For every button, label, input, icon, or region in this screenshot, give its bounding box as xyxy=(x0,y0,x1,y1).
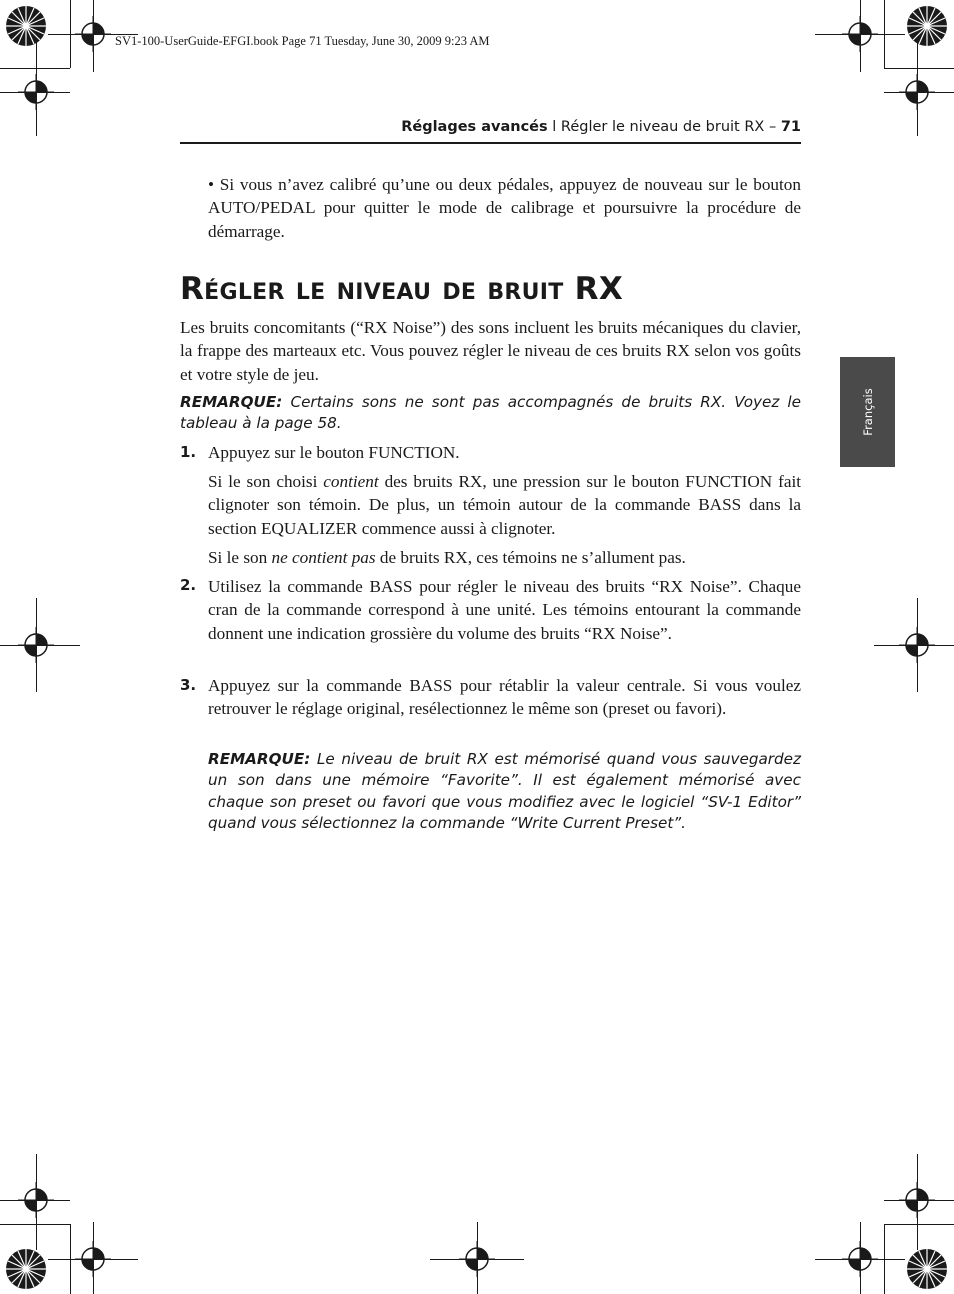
note-text: Le niveau de bruit RX est mémorisé quand vous sauvegardez un son dans une mémoire “Favorite”. Il est également mémorisé avec chaque son preset ou favori que vous modifiez avec le logiciel “SV-1 Editor” quand vous sélectionnez la commande “Write Current Preset”. xyxy=(208,750,801,833)
intro-bullet: • Si vous n’avez calibré qu’une ou deux pédales, appuyez de nouveau sur le bouton AUTO/PEDAL pour quitter le mode de calibrage et poursuivre la procédure de démarrage. xyxy=(208,175,801,241)
star-target-icon xyxy=(5,1248,47,1290)
step-1-detail-a xyxy=(208,470,801,540)
page-number: 71 xyxy=(780,119,801,135)
step-number: 3. xyxy=(180,676,197,694)
registration-mark-icon xyxy=(899,627,935,663)
star-target-icon xyxy=(906,5,948,47)
note-label: REMARQUE: xyxy=(208,750,311,768)
step-1-detail-b-em: ne contient pas xyxy=(271,548,376,567)
registration-mark-icon xyxy=(899,1182,935,1218)
language-tab xyxy=(840,357,895,467)
step-1-detail-b-pre: Si le son xyxy=(208,548,272,567)
step-1-text: Appuyez sur le bouton FUNCTION. xyxy=(208,443,460,462)
note-remark-1 xyxy=(180,392,801,435)
step-2-text: Utilisez la commande BASS pour régler le niveau des bruits “RX Noise”. Chaque cran de la commande correspond à une unité. Les témoins entourant la commande donnent une indication grossière du volume des bruits “RX Noise”. xyxy=(208,577,801,643)
step-1-detail-b xyxy=(208,546,801,569)
step-1-detail-a-em: contient xyxy=(323,472,379,491)
registration-mark-icon xyxy=(459,1241,495,1277)
note-text: Certains sons ne sont pas accompagnés de bruits RX. Voyez le tableau à la page 58. xyxy=(180,393,801,433)
registration-mark-icon xyxy=(899,74,935,110)
registration-mark-icon xyxy=(842,16,878,52)
registration-mark-icon xyxy=(18,627,54,663)
step-number: 1. xyxy=(180,443,197,461)
file-slug: SV1-100-UserGuide-EFGI.book Page 71 Tuesday, June 30, 2009 9:23 AM xyxy=(115,34,490,48)
note-label: REMARQUE: xyxy=(180,393,283,411)
step-number: 2. xyxy=(180,576,197,594)
step-1-detail-a-pre: Si le son choisi xyxy=(208,472,324,491)
registration-mark-icon xyxy=(842,1241,878,1277)
registration-mark-icon xyxy=(18,1182,54,1218)
step-1-detail-a-post: des bruits RX, une pression sur le bouton FUNCTION fait clignoter son témoin. De plus, un témoin autour de la commande BASS dans la section EQUALIZER commence aussi à clignoter. xyxy=(208,472,801,538)
running-head-separator: l xyxy=(547,119,561,135)
registration-mark-icon xyxy=(75,1241,111,1277)
step-1-detail-b-post: de bruits RX, ces témoins ne s’allument pas. xyxy=(375,548,686,567)
language-tab-label: Français xyxy=(860,388,875,436)
header-rule xyxy=(180,142,801,144)
section-title: Régler le niveau de bruit RX xyxy=(180,271,624,307)
star-target-icon xyxy=(906,1248,948,1290)
note-remark-2 xyxy=(208,749,801,835)
running-head-topic: Régler le niveau de bruit RX xyxy=(560,119,765,135)
step-3-text: Appuyez sur la commande BASS pour rétablir la valeur centrale. Si vous voulez retrouver le réglage original, resélectionnez le même son (preset ou favori). xyxy=(208,676,801,719)
lead-paragraph: Les bruits concomitants (“RX Noise”) des sons incluent les bruits mécaniques du clavier, la frappe des marteaux etc. Vous pouvez régler le niveau de ces bruits RX selon vos goûts et votre style de jeu. xyxy=(180,318,801,384)
star-target-icon xyxy=(5,5,47,47)
registration-mark-icon xyxy=(18,74,54,110)
running-head xyxy=(180,119,801,135)
registration-mark-icon xyxy=(75,16,111,52)
running-head-section: Réglages avancés xyxy=(401,119,548,135)
running-head-dash: – xyxy=(764,119,781,135)
